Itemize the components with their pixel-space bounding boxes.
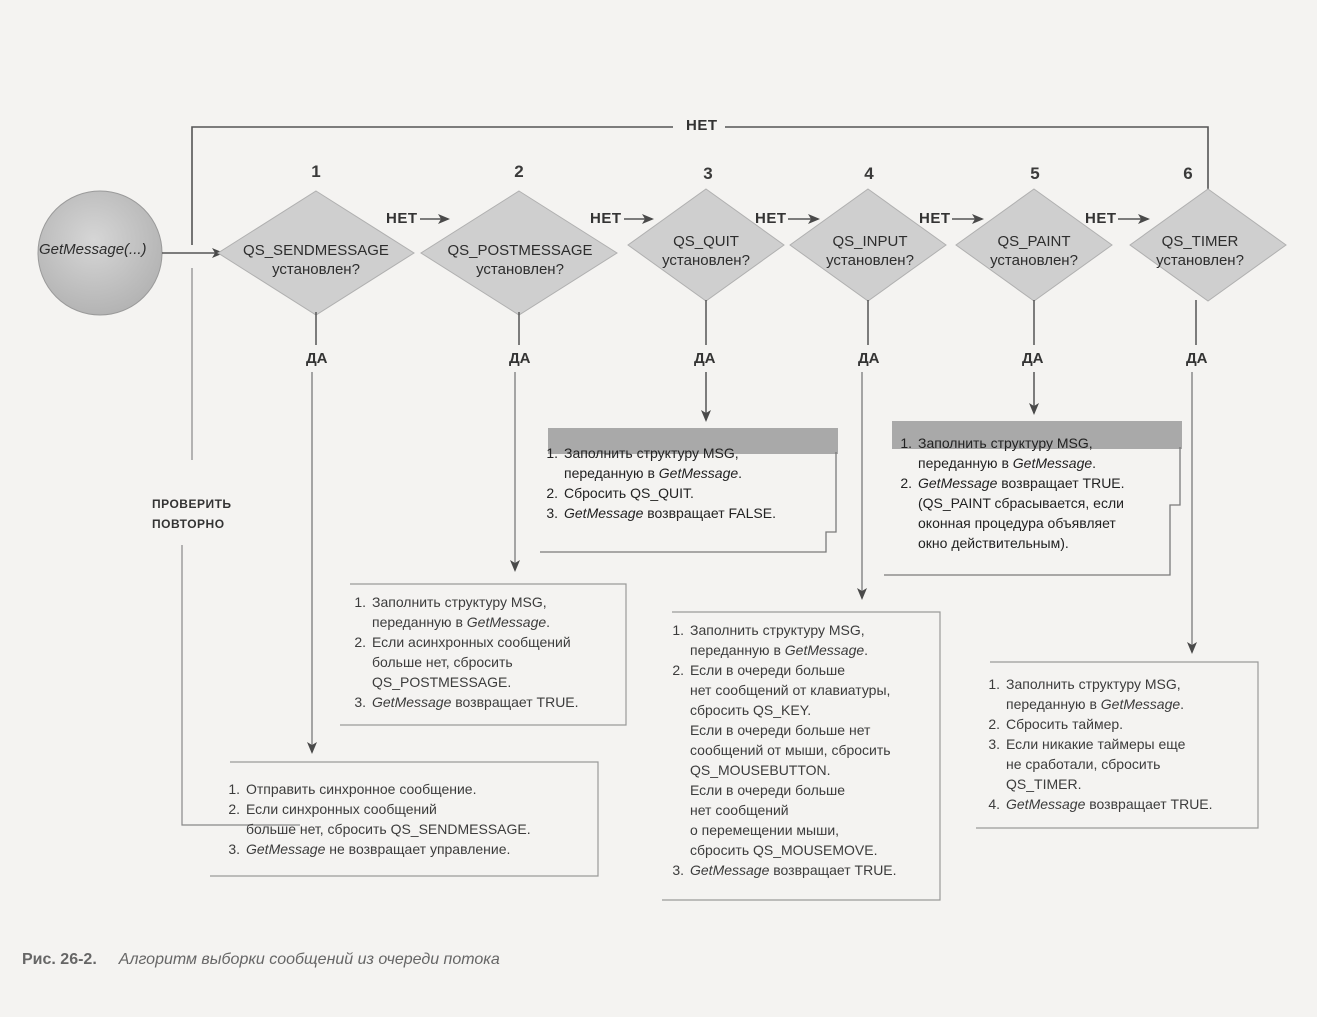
result-step bbox=[666, 700, 897, 720]
step-number bbox=[348, 612, 366, 632]
result-step bbox=[348, 612, 579, 632]
result-step bbox=[540, 483, 776, 503]
figure-number: Рис. 26-2. bbox=[22, 951, 97, 968]
result-step bbox=[666, 800, 897, 820]
step-number: 4. bbox=[988, 796, 1000, 812]
step-number: 3. bbox=[988, 736, 1000, 752]
loop-no-label: НЕТ bbox=[686, 117, 718, 134]
result-step bbox=[894, 493, 1125, 513]
step-text: Если в очереди больше bbox=[690, 782, 846, 798]
result-step bbox=[894, 473, 1125, 493]
decision-question-4: установлен? bbox=[826, 252, 914, 269]
yes-label-1: ДА bbox=[306, 350, 328, 367]
step-number: 1. bbox=[546, 445, 558, 461]
decision-question-1: установлен? bbox=[272, 261, 360, 278]
result-box-4 bbox=[666, 620, 897, 880]
step-text: Заполнить структуру MSG, bbox=[372, 594, 547, 610]
result-step bbox=[894, 453, 1125, 473]
decision-text-1 bbox=[226, 241, 406, 279]
step-number bbox=[666, 760, 684, 780]
result-box-3 bbox=[540, 443, 776, 523]
step-number bbox=[666, 820, 684, 840]
step-number: 2. bbox=[900, 475, 912, 491]
step-number: 3. bbox=[354, 694, 366, 710]
result-box-1 bbox=[222, 779, 531, 859]
step-number: 1. bbox=[988, 676, 1000, 692]
step-number bbox=[348, 652, 366, 672]
step-text: окно действительным). bbox=[918, 535, 1069, 551]
step-text: переданную в GetMessage. bbox=[564, 465, 743, 481]
step-text: Заполнить структуру MSG, bbox=[1006, 676, 1181, 692]
result-step bbox=[894, 533, 1125, 553]
no-label-2: НЕТ bbox=[590, 210, 622, 227]
step-number bbox=[540, 463, 558, 483]
result-box-6 bbox=[982, 674, 1213, 814]
result-step bbox=[348, 672, 579, 692]
step-number bbox=[348, 672, 366, 692]
step-number bbox=[666, 800, 684, 820]
result-step bbox=[666, 680, 897, 700]
step-text: нет сообщений от клавиатуры, bbox=[690, 682, 891, 698]
retry-label-line1: ПРОВЕРИТЬ bbox=[152, 497, 232, 511]
result-step bbox=[666, 620, 897, 640]
step-text: Если в очереди больше bbox=[690, 662, 846, 678]
result-step bbox=[982, 774, 1213, 794]
decision-number-1: 1 bbox=[311, 162, 321, 181]
result-step bbox=[666, 740, 897, 760]
step-number: 1. bbox=[672, 622, 684, 638]
result-step bbox=[982, 754, 1213, 774]
step-text: GetMessage возвращает TRUE. bbox=[1006, 796, 1213, 812]
decision-question-3: установлен? bbox=[662, 252, 750, 269]
step-number: 2. bbox=[354, 634, 366, 650]
result-box-5 bbox=[894, 433, 1125, 553]
step-number bbox=[982, 694, 1000, 714]
step-text: Сбросить QS_QUIT. bbox=[564, 485, 694, 501]
step-text: GetMessage возвращает TRUE. bbox=[690, 862, 897, 878]
result-step bbox=[666, 860, 897, 880]
step-text: переданную в GetMessage. bbox=[918, 455, 1097, 471]
result-step bbox=[982, 694, 1213, 714]
step-number bbox=[982, 754, 1000, 774]
decision-flag-4: QS_INPUT bbox=[832, 233, 908, 250]
step-text: GetMessage возвращает FALSE. bbox=[564, 505, 776, 521]
yes-label-6: ДА bbox=[1186, 350, 1208, 367]
result-step bbox=[348, 632, 579, 652]
step-text: оконная процедура объявляет bbox=[918, 515, 1116, 531]
step-text: GetMessage не возвращает управление. bbox=[246, 841, 511, 857]
step-text: больше нет, сбросить QS_SENDMESSAGE. bbox=[246, 821, 531, 837]
step-number: 3. bbox=[228, 841, 240, 857]
step-number bbox=[982, 774, 1000, 794]
step-text: переданную в GetMessage. bbox=[690, 642, 869, 658]
step-text: Заполнить структуру MSG, bbox=[690, 622, 865, 638]
decision-flag-6: QS_TIMER bbox=[1161, 233, 1239, 250]
step-number: 2. bbox=[672, 662, 684, 678]
step-text: не сработали, сбросить bbox=[1006, 756, 1161, 772]
result-step bbox=[982, 714, 1213, 734]
step-text: Если синхронных сообщений bbox=[246, 801, 437, 817]
result-step bbox=[982, 734, 1213, 754]
result-step bbox=[348, 692, 579, 712]
step-number bbox=[666, 840, 684, 860]
result-box-2 bbox=[348, 592, 579, 712]
step-text: сообщений от мыши, сбросить bbox=[690, 742, 891, 758]
decision-flag-1: QS_SENDMESSAGE bbox=[243, 242, 389, 259]
decision-flag-2: QS_POSTMESSAGE bbox=[447, 242, 593, 259]
step-number bbox=[666, 680, 684, 700]
step-text: QS_MOUSEBUTTON. bbox=[690, 762, 831, 778]
step-text: GetMessage возвращает TRUE. bbox=[918, 475, 1125, 491]
result-step bbox=[666, 660, 897, 680]
step-text: (QS_PAINT сбрасывается, если bbox=[918, 495, 1124, 511]
step-number: 3. bbox=[672, 862, 684, 878]
step-text: QS_TIMER. bbox=[1006, 776, 1082, 792]
decision-number-3: 3 bbox=[703, 164, 713, 183]
step-text: Заполнить структуру MSG, bbox=[918, 435, 1093, 451]
no-label-3: НЕТ bbox=[755, 210, 787, 227]
step-text: сбросить QS_MOUSEMOVE. bbox=[690, 842, 878, 858]
step-text: Если асинхронных сообщений bbox=[372, 634, 571, 650]
step-text: GetMessage возвращает TRUE. bbox=[372, 694, 579, 710]
step-number bbox=[222, 819, 240, 839]
step-number bbox=[666, 700, 684, 720]
decision-flag-5: QS_PAINT bbox=[997, 233, 1071, 250]
result-step bbox=[348, 592, 579, 612]
step-number: 1. bbox=[900, 435, 912, 451]
step-text: QS_POSTMESSAGE. bbox=[372, 674, 512, 690]
result-step bbox=[540, 443, 776, 463]
no-label-1: НЕТ bbox=[386, 210, 418, 227]
step-number: 2. bbox=[988, 716, 1000, 732]
result-step bbox=[666, 840, 897, 860]
decision-number-6: 6 bbox=[1183, 164, 1193, 183]
decision-text-3 bbox=[646, 232, 766, 270]
step-number bbox=[666, 640, 684, 660]
result-step bbox=[222, 839, 531, 859]
step-text: нет сообщений bbox=[690, 802, 789, 818]
result-step bbox=[348, 652, 579, 672]
decision-text-5 bbox=[974, 232, 1094, 270]
step-text: переданную в GetMessage. bbox=[1006, 696, 1185, 712]
result-step bbox=[666, 720, 897, 740]
step-text: сбросить QS_KEY. bbox=[690, 702, 812, 718]
step-text: Отправить синхронное сообщение. bbox=[246, 781, 477, 797]
decision-number-5: 5 bbox=[1030, 164, 1040, 183]
decision-question-2: установлен? bbox=[476, 261, 564, 278]
step-text: Заполнить структуру MSG, bbox=[564, 445, 739, 461]
step-text: больше нет, сбросить bbox=[372, 654, 513, 670]
result-step bbox=[982, 794, 1213, 814]
step-number bbox=[666, 720, 684, 740]
step-number bbox=[894, 453, 912, 473]
result-step bbox=[222, 799, 531, 819]
no-label-5: НЕТ bbox=[1085, 210, 1117, 227]
step-number bbox=[666, 780, 684, 800]
decision-number-4: 4 bbox=[864, 164, 874, 183]
yes-label-5: ДА bbox=[1022, 350, 1044, 367]
result-step bbox=[540, 463, 776, 483]
step-number bbox=[894, 513, 912, 533]
retry-label-line2: ПОВТОРНО bbox=[152, 517, 225, 531]
yes-label-3: ДА bbox=[694, 350, 716, 367]
decision-text-2 bbox=[430, 241, 610, 279]
step-text: переданную в GetMessage. bbox=[372, 614, 551, 630]
start-label: GetMessage(...) bbox=[39, 241, 147, 258]
result-step bbox=[982, 674, 1213, 694]
step-number bbox=[894, 493, 912, 513]
step-text: о перемещении мыши, bbox=[690, 822, 840, 838]
result-step bbox=[894, 513, 1125, 533]
decision-question-6: установлен? bbox=[1156, 252, 1244, 269]
retry-loop-line bbox=[182, 268, 300, 825]
step-text: Если никакие таймеры еще bbox=[1006, 736, 1186, 752]
yes-label-2: ДА bbox=[509, 350, 531, 367]
step-number bbox=[666, 740, 684, 760]
decision-text-6 bbox=[1140, 232, 1260, 270]
no-label-4: НЕТ bbox=[919, 210, 951, 227]
step-number: 1. bbox=[228, 781, 240, 797]
step-number: 1. bbox=[354, 594, 366, 610]
yes-label-4: ДА bbox=[858, 350, 880, 367]
result-step bbox=[894, 433, 1125, 453]
step-number: 3. bbox=[546, 505, 558, 521]
decision-flag-3: QS_QUIT bbox=[673, 233, 739, 250]
step-text: Если в очереди больше нет bbox=[690, 722, 871, 738]
step-number bbox=[894, 533, 912, 553]
decision-number-2: 2 bbox=[514, 162, 524, 181]
result-step bbox=[222, 779, 531, 799]
step-number: 2. bbox=[546, 485, 558, 501]
step-number: 2. bbox=[228, 801, 240, 817]
result-step bbox=[666, 820, 897, 840]
retry-label bbox=[152, 494, 232, 534]
result-step bbox=[222, 819, 531, 839]
figure-caption bbox=[22, 951, 500, 969]
decision-question-5: установлен? bbox=[990, 252, 1078, 269]
result-step bbox=[666, 760, 897, 780]
figure-title: Алгоритм выборки сообщений из очереди потока bbox=[118, 951, 500, 968]
decision-text-4 bbox=[810, 232, 930, 270]
step-text: Сбросить таймер. bbox=[1006, 716, 1124, 732]
result-step bbox=[666, 640, 897, 660]
result-step bbox=[540, 503, 776, 523]
result-step bbox=[666, 780, 897, 800]
